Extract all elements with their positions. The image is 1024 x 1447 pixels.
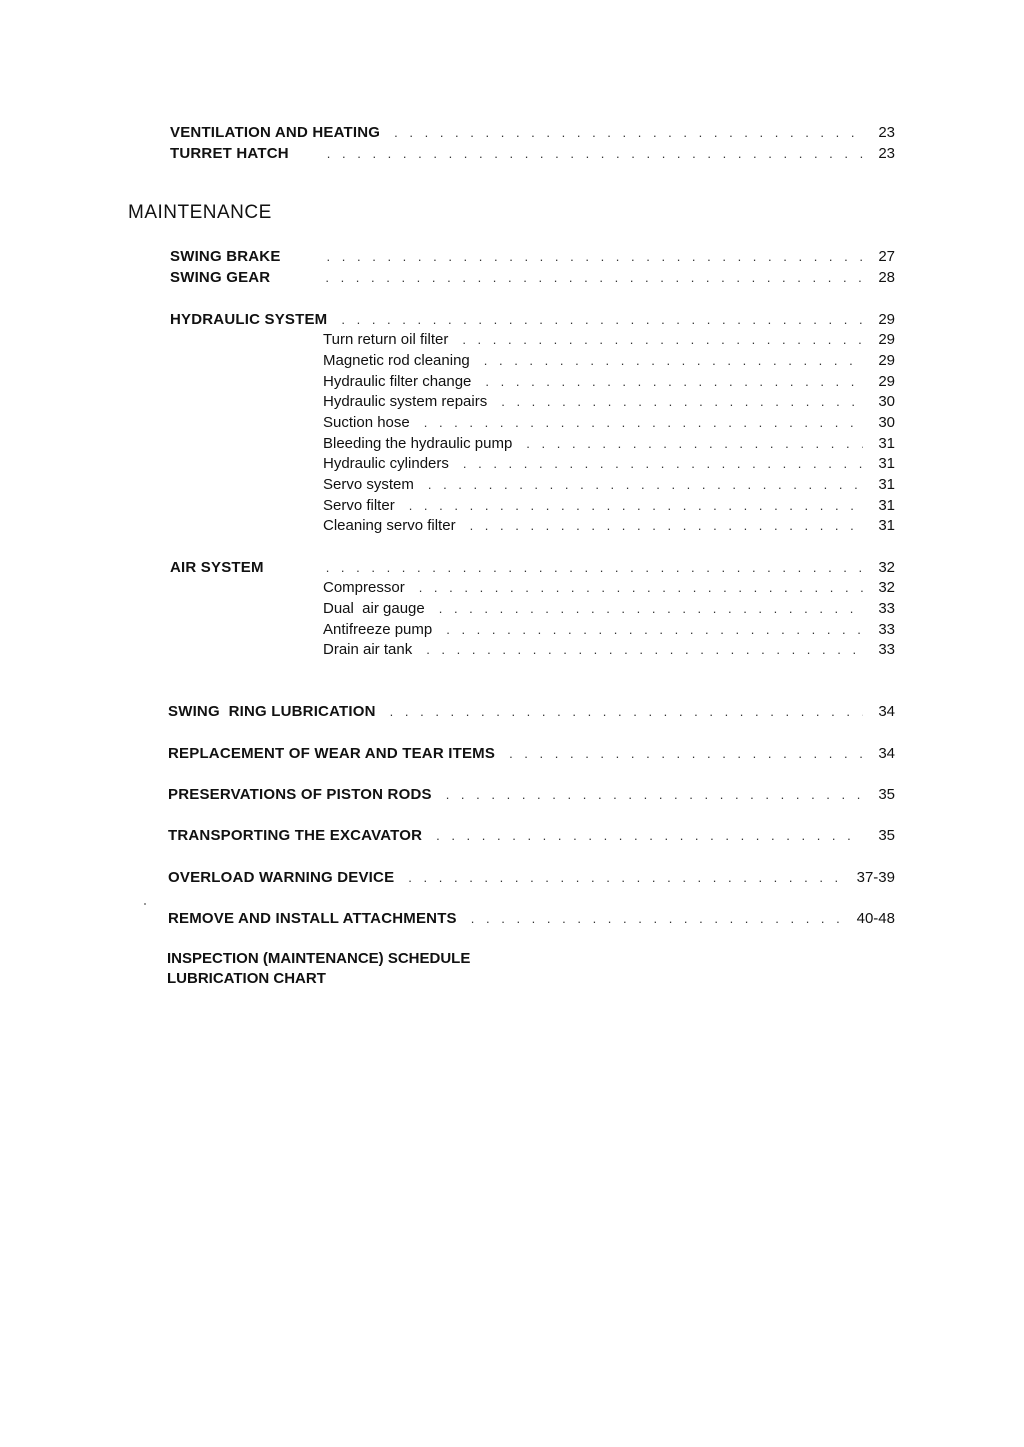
dot-leader: [325, 270, 863, 285]
toc-subentry: [323, 393, 895, 413]
dot-leader: [484, 353, 863, 368]
toc-subentry-page: 33: [878, 621, 895, 638]
toc-entry-inspection-schedule: INSPECTION (MAINTENANCE) SCHEDULE: [167, 950, 471, 967]
dot-leader: [428, 477, 863, 492]
toc-subentry: [323, 331, 895, 351]
toc-subentry-label: Hydraulic system repairs: [323, 393, 488, 410]
dot-leader: [390, 704, 863, 719]
dot-leader: [462, 332, 863, 347]
toc-entry-label: OVERLOAD WARNING DEVICE: [168, 869, 395, 886]
toc-entry-page: 27: [878, 248, 895, 265]
toc-subentry-page: 29: [878, 352, 895, 369]
dot-leader: [463, 456, 863, 471]
toc-entry-label: AIR SYSTEM: [170, 559, 264, 576]
toc-subentry-page: 31: [878, 497, 895, 514]
toc-subentry-page: 31: [878, 476, 895, 493]
toc-entry-label: PRESERVATIONS OF PISTON RODS: [168, 786, 432, 803]
toc-entry-swing-brake: [170, 248, 895, 268]
toc-entry-label: REMOVE AND INSTALL ATTACHMENTS: [168, 910, 457, 927]
toc-subentry-label: Suction hose: [323, 414, 410, 431]
dot-leader: [409, 498, 863, 513]
toc-subentry-label: Turn return oil filter: [323, 331, 449, 348]
toc-subentry: [323, 579, 895, 599]
toc-entry-page: 35: [878, 827, 895, 844]
toc-subentry-label: Bleeding the hydraulic pump: [323, 435, 513, 452]
toc-entry-page: 34: [878, 745, 895, 762]
toc-entry-page: 35: [878, 786, 895, 803]
toc-entry-page: 37-39: [856, 869, 895, 886]
dot-leader: [509, 746, 863, 761]
toc-entry-hydraulic-system: [170, 311, 895, 331]
toc-subentry: [323, 414, 895, 434]
toc-entry-swing-ring-lubrication: [168, 703, 895, 723]
toc-entry-page: 32: [878, 559, 895, 576]
toc-entry-preservations-piston-rods: [168, 786, 895, 806]
dot-leader: [327, 249, 863, 264]
toc-subentry: [323, 497, 895, 517]
toc-entry-label: SWING GEAR: [170, 269, 271, 286]
toc-entry-remove-install-attachments: [168, 910, 895, 930]
toc-entry-label: REPLACEMENT OF WEAR AND TEAR ITEMS: [168, 745, 496, 762]
toc-entry-swing-gear: [170, 269, 895, 289]
toc-entry-label: SWING BRAKE: [170, 248, 281, 265]
dot-leader: [501, 394, 863, 409]
toc-subentry: [323, 373, 895, 393]
toc-entry-label: TURRET HATCH: [170, 145, 289, 162]
toc-subentry-label: Servo system: [323, 476, 414, 493]
dot-leader: [327, 146, 863, 161]
toc-entry-label: TRANSPORTING THE EXCAVATOR: [168, 827, 423, 844]
toc-entry-ventilation-heating: [170, 124, 895, 144]
toc-entry-page: 23: [878, 145, 895, 162]
toc-entry-page: 34: [878, 703, 895, 720]
toc-subentry: [323, 352, 895, 372]
toc-subentry-page: 29: [878, 331, 895, 348]
toc-subentry: [323, 641, 895, 661]
toc-entry-overload-warning-device: [168, 869, 895, 889]
toc-subentry-page: 32: [878, 579, 895, 596]
toc-subentry: [323, 621, 895, 641]
toc-subentry-page: 29: [878, 373, 895, 390]
dot-leader: [446, 787, 863, 802]
dot-leader: [341, 312, 863, 327]
toc-subentry-label: Magnetic rod cleaning: [323, 352, 470, 369]
toc-entry-label: SWING RING LUBRICATION: [168, 703, 376, 720]
toc-entry-label: VENTILATION AND HEATING: [170, 124, 381, 141]
toc-entry-replacement-wear-tear: [168, 745, 895, 765]
toc-subentry-page: 33: [878, 641, 895, 658]
toc-subentry-label: Antifreeze pump: [323, 621, 433, 638]
toc-entry-lubrication-chart: LUBRICATION CHART: [167, 970, 326, 987]
toc-subentry-page: 31: [878, 455, 895, 472]
dot-leader: [439, 601, 863, 616]
dot-leader: [436, 828, 863, 843]
toc-subentry-label: Compressor: [323, 579, 405, 596]
toc-entry-page: 28: [878, 269, 895, 286]
maintenance-heading: MAINTENANCE: [128, 202, 272, 223]
dot-leader: [424, 415, 863, 430]
toc-entry-page: 23: [878, 124, 895, 141]
toc-subentry: [323, 435, 895, 455]
toc-subentry-label: Cleaning servo filter: [323, 517, 456, 534]
dot-leader: [426, 642, 863, 657]
dot-leader: [326, 560, 863, 575]
toc-subentry-page: 31: [878, 435, 895, 452]
toc-subentry-page: 31: [878, 517, 895, 534]
toc-subentry-page: 30: [878, 393, 895, 410]
dot-leader: [471, 911, 847, 926]
dot-leader: [408, 870, 846, 885]
toc-entry-page: 29: [878, 311, 895, 328]
toc-subentry-label: Hydraulic cylinders: [323, 455, 449, 472]
toc-subentry-label: Drain air tank: [323, 641, 413, 658]
toc-subentry: [323, 455, 895, 475]
dot-leader: [526, 436, 863, 451]
toc-entry-page: 40-48: [856, 910, 895, 927]
dot-leader: [470, 518, 863, 533]
dot-leader: [419, 580, 863, 595]
scan-speck: [144, 903, 146, 905]
toc-subentry-page: 30: [878, 414, 895, 431]
toc-subentry-page: 33: [878, 600, 895, 617]
dot-leader: [485, 374, 863, 389]
toc-subentry-label: Servo filter: [323, 497, 395, 514]
dot-leader: [446, 622, 863, 637]
toc-subentry: [323, 517, 895, 537]
toc-subentry: [323, 600, 895, 620]
toc-subentry-label: Hydraulic filter change: [323, 373, 472, 390]
toc-entry-transporting-excavator: [168, 827, 895, 847]
toc-subentry-label: Dual air gauge: [323, 600, 425, 617]
toc-entry-turret-hatch: [170, 145, 895, 165]
toc-entry-label: HYDRAULIC SYSTEM: [170, 311, 328, 328]
toc-entry-air-system: [170, 559, 895, 579]
toc-subentry: [323, 476, 895, 496]
dot-leader: [394, 125, 863, 140]
